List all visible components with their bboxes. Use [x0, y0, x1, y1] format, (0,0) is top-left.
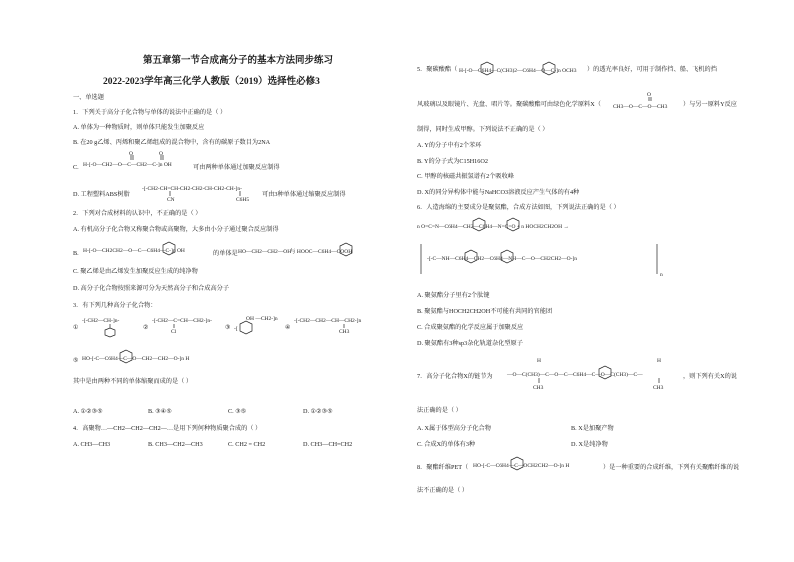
q5-option-b: B. Y的分子式为C15H16O2 — [417, 158, 488, 165]
q3-structure-3 — [234, 312, 286, 340]
q3-structure-1 — [82, 314, 138, 340]
q5-line2-suffix: ）与另一原料Y反应 — [683, 101, 737, 108]
svg-text:-[-CH2—C=CH—CH2-]n-: -[-CH2—C=CH—CH2-]n- — [152, 318, 212, 324]
q8-line2: 法不正确的是（ ） — [417, 487, 469, 494]
q6-option-b: B. 聚氨酯与HOCH2CH2OH不可能有共同的官能团 — [417, 308, 553, 315]
q5-pc-structure — [459, 52, 587, 82]
q2-stem: 2．下列对合成材料的认识中，不正确的是（ ） — [73, 210, 202, 217]
q5-line3: 制得，同时生成甲醇。下列说法不正确的是（ ） — [417, 126, 549, 133]
q3-marker-4: ④ — [285, 324, 291, 331]
q5-stem-prefix: 5．聚碳酸酯（ — [417, 66, 458, 73]
q2-option-d: D. 高分子化合物按照来源可分为天然高分子和合成高分子 — [73, 285, 230, 292]
q7-stem-prefix: 7．高分子化合物X的链节为 — [417, 373, 493, 380]
svg-text:O: O — [129, 151, 133, 157]
q3-structure-2 — [152, 314, 224, 340]
q6-polyurethane — [417, 240, 667, 280]
q5-option-d: D. X的同分异构体中能与NaHCO3溶液反应产生气体的有4种 — [417, 189, 580, 196]
svg-text:O: O — [159, 151, 163, 157]
q4-option-a: A. CH3—CH3 — [73, 441, 111, 448]
q5-x-structure — [613, 92, 685, 114]
q5-option-a: A. Y的分子中有2个苯环 — [417, 142, 482, 149]
svg-text:n O=C=N—C6H4—CH2—C6H4—N=C=O +: n O=C=N—C6H4—CH2—C6H4—N=C=O + n HOCH2CH2OH → — [417, 224, 569, 230]
q7-option-c: C. 合成X的单体有3种 — [417, 441, 476, 448]
q3-option-a: A. ①②③⑤ — [73, 408, 103, 415]
svg-text:-[-CH2-CH=CH-CH2-CH2-CH-CH2-CH: -[-CH2-CH=CH-CH2-CH2-CH-CH2-CH-]n- — [142, 186, 242, 192]
q8-pet-structure — [473, 453, 603, 477]
q4-option-c: C. CH2 = CH2 — [228, 441, 266, 448]
svg-text:-[-CH2—CH2—CH—CH2-]n: -[-CH2—CH2—CH—CH2-]n — [294, 318, 362, 324]
q1-c-structure — [83, 152, 193, 172]
svg-text:-[-CH2—CH-]n-: -[-CH2—CH-]n- — [82, 318, 120, 324]
q2-b-monomers — [238, 239, 378, 261]
q1-option-c-label: C. — [73, 164, 79, 171]
svg-text:H: H — [537, 358, 541, 364]
q1-d-structure — [142, 182, 266, 206]
page-subtitle: 2022-2023学年高三化学人教版（2019）选择性必修3 — [103, 77, 320, 87]
svg-text:O: O — [647, 92, 651, 98]
q1-option-d-prefix: D. 工程塑料ABS树脂 — [73, 191, 130, 198]
svg-text:H-[-O—CH2CH2—O—C—C6H4—C-]n OH: H-[-O—CH2CH2—O—C—C6H4—C-]n OH — [83, 248, 185, 254]
q1-stem: 1．下列关于高分子化合物与单体的说法中正确的是（ ） — [73, 109, 227, 116]
q2-option-a: A. 有机高分子化合物又称聚合物或高聚物，大多由小分子通过聚合反应制得 — [73, 226, 279, 233]
q6-option-a: A. 聚氨酯分子里有2个肽键 — [417, 292, 490, 299]
q5-stem-suffix: ）的透光率良好，可用于制作挡、船、飞机的挡 — [587, 66, 717, 73]
q8-stem-prefix: 8．聚酯纤维PET（ — [417, 464, 469, 471]
right-column — [397, 0, 794, 562]
svg-text:HO-[-C—C6H4—C—O—CH2—CH2—O-]n H: HO-[-C—C6H4—C—O—CH2—CH2—O-]n H — [82, 356, 190, 362]
svg-text:H: H — [657, 358, 661, 364]
svg-text:C6H5: C6H5 — [236, 197, 250, 203]
q6-reactants — [417, 218, 633, 236]
q4-option-d: D. CH3—CH=CH2 — [303, 441, 353, 448]
q6-stem: 6．人造海绵的主要成分是聚氨酯，合成方法如图，下列说法正确的是（ ） — [417, 204, 620, 211]
q3-structure-5 — [82, 346, 208, 370]
q3-marker-3: ③ — [225, 324, 231, 331]
svg-text:CN: CN — [167, 197, 175, 203]
q6-option-d: D. 聚氨酯有3种sp3杂化轨道杂化型原子 — [417, 340, 523, 347]
q7-option-d: D. X是纯净物 — [571, 441, 608, 448]
svg-text:Cl: Cl — [171, 329, 177, 335]
q3-stem: 3．有下列几种高分子化合物： — [73, 302, 157, 309]
q2-b-structure — [83, 238, 213, 262]
svg-text:-[-C—NH—C6H4—CH2—C6H4—NH—C—O—C: -[-C—NH—C6H4—CH2—C6H4—NH—C—O—CH2CH2—O-]n — [427, 256, 578, 262]
q3-marker-2: ② — [143, 324, 149, 331]
svg-text:OH —CH2-]n: OH —CH2-]n — [246, 316, 278, 322]
section-heading: 一、单选题 — [73, 94, 104, 101]
q6-option-c: C. 合成聚氨酯的化学反应属于加聚反应 — [417, 324, 524, 331]
q1-option-c-text: 可由两种单体通过加聚反应制得 — [193, 164, 280, 171]
q1-option-a: A. 单体为一种物质时，则单体只能发生加聚反应 — [73, 124, 205, 131]
q3-option-d: D. ①②③⑤ — [303, 408, 333, 415]
q3-question: 其中是由两种不同的单体缩聚而成的是（ ） — [73, 378, 193, 385]
svg-text:CH3: CH3 — [653, 385, 664, 391]
q3-structure-4 — [294, 314, 378, 340]
svg-text:HO-[-C—C6H4—C—OCH2CH2—O-]n H: HO-[-C—C6H4—C—OCH2CH2—O-]n H — [473, 463, 570, 469]
q1-option-d-text: 可由3种单体通过缩聚反应制得 — [262, 191, 346, 198]
q4-stem: 4．高聚物…—CH2—CH2—CH2—…是用下列何种物质聚合成的（ ） — [73, 425, 262, 432]
q7-line2: 法正确的是（ ） — [417, 407, 462, 414]
q3-option-b: B. ③④⑤ — [148, 408, 172, 415]
svg-text:-[: -[ — [234, 326, 238, 332]
q7-option-b: B. X是加聚产物 — [571, 425, 614, 432]
svg-text:HO—CH2—CH2—OH: HO—CH2—CH2—OH — [238, 249, 292, 255]
svg-text:H-[-O—C6H4—C(CH3)2—C6H4—O—C-]n: H-[-O—C6H4—C(CH3)2—C6H4—O—C-]n OCH3 — [459, 68, 577, 74]
q5-option-c: C. 甲醇的核磁共振氢谱有2个吸收峰 — [417, 173, 514, 180]
q3-marker-1: ① — [73, 324, 79, 331]
svg-text:CH3: CH3 — [533, 385, 544, 391]
page-title: 第五章第一节合成高分子的基本方法同步练习 — [143, 56, 334, 66]
q5-line2-prefix: 风玻璃以及眼镜片、光盘、唱片等。聚碳酸酯可由绿色化学原料X（ — [417, 101, 601, 108]
q2-option-b-label: B. — [73, 250, 79, 257]
q7-chain-unit — [507, 356, 683, 392]
svg-text:n: n — [660, 272, 663, 278]
q1-option-b: B. 在20 g乙烯、丙烯和聚乙烯组成的混合物中，含有的碳原子数目为2NA — [73, 139, 271, 146]
q7-option-a: A. X属于体型高分子化合物 — [417, 425, 491, 432]
svg-text:与 HOOC—C6H4—COOH: 与 HOOC—C6H4—COOH — [290, 249, 353, 255]
q7-stem-suffix: ，则下列有关X的说 — [683, 373, 737, 380]
svg-text:CH3—O—C—O—CH3: CH3—O—C—O—CH3 — [613, 104, 668, 110]
svg-text:—O—C(CH3)—C—O—C—C6H4—C—O—C(CH3: —O—C(CH3)—C—O—C—C6H4—C—O—C(CH3)—C— — [507, 372, 643, 378]
q8-stem-suffix: ）是一种重要的合成纤维，下列有关聚酯纤维的说 — [603, 464, 740, 471]
q4-option-b: B. CH3—CH2—CH3 — [148, 441, 203, 448]
q2-option-c: C. 聚乙烯是由乙烯发生加聚反应生成的纯净物 — [73, 268, 198, 275]
svg-text:H-[-O—CH2—O—C—CH2—C-]n OH: H-[-O—CH2—O—C—CH2—C-]n OH — [83, 162, 172, 168]
q3-option-c: C. ③⑤ — [228, 408, 247, 415]
q3-marker-5: ⑤ — [73, 357, 79, 364]
q2-option-b-text: 的单体是 — [213, 250, 238, 257]
svg-text:CH3: CH3 — [339, 329, 350, 335]
